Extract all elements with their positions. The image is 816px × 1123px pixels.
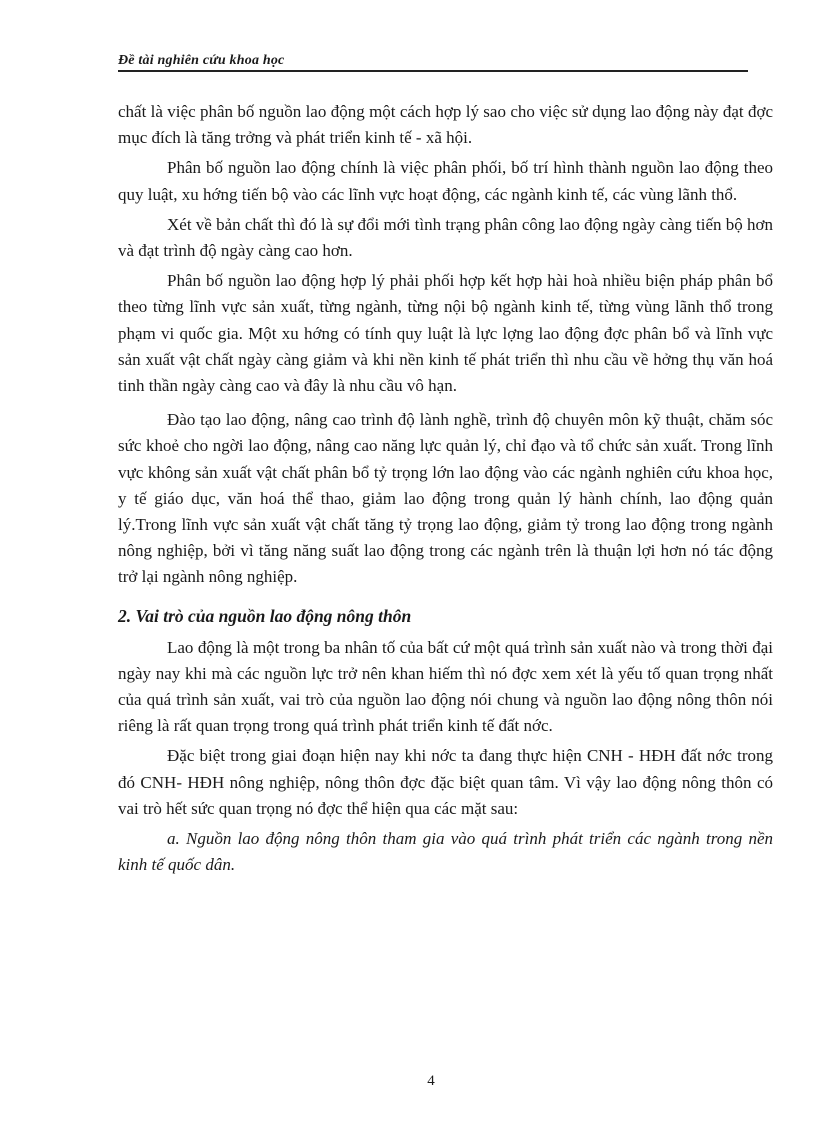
paragraph: Đào tạo lao động, nâng cao trình độ lành nghề, trình độ chuyên môn kỹ thuật, chăm sóc sức khoẻ cho ngời lao động, nâng cao năng lực quản lý, chỉ đạo và tổ chức sản xuất. Trong lĩnh vực không sản xuất vật chất phân bổ tỷ trọng lớn lao động vào các ngành nghiên cứu khoa học, y tế giáo dục, văn hoá thể thao, giảm lao động trong quản lý hành chính, lao động quản lý.Trong lĩnh vực sản xuất vật chất tăng tỷ trọng lao động, giảm tỷ trong lao động trong ngành nông nghiệp, bởi vì tăng năng suất lao động trong các ngành trên là thuận lợi hơn nó tác động trở lại ngành nông nghiệp. [118,410,773,587]
paragraph: Lao động là một trong ba nhân tố của bất cứ một quá trình sản xuất nào và trong thời đại ngày nay khi mà các nguồn lực trở nên khan hiếm thì nó đợc xem xét là yếu tố quan trọng nhất của quá trình sản xuất, vai trò của nguồn lao động nói chung và nguồn lao động nông thôn nói riêng là rất quan trọng trong quá trình phát triển kinh tế đất nớc. [118,637,773,736]
page-body [118,99,773,878]
page-header [118,50,748,72]
page-number: 4 [427,1073,435,1089]
header-title: Đề tài nghiên cứu khoa học [118,53,285,68]
paragraph-continuation: chất là việc phân bố nguồn lao động một cách hợp lý sao cho việc sử dụng lao động này đạt đợc mục đích là tăng trởng và phát triển kinh tế - xã hội. [118,102,773,148]
paragraph: Phân bố nguồn lao động chính là việc phân phối, bố trí hình thành nguồn lao động theo quy luật, xu hớng tiến bộ vào các lĩnh vực hoạt động, các ngành kinh tế, các vùng lãnh thổ. [118,158,773,204]
paragraph: Đặc biệt trong giai đoạn hiện nay khi nớc ta đang thực hiện CNH - HĐH đất nớc trong đó CNH- HĐH nông nghiệp, nông thôn đợc đặc biệt quan tâm. Vì vậy lao động nông thôn có vai trò hết sức quan trọng nó đợc thể hiện qua các mặt sau: [118,746,773,818]
subsection-item: a. Nguồn lao động nông thôn tham gia vào quá trình phát triển các ngành trong nền kinh tế quốc dân. [118,829,773,875]
paragraph: Xét về bản chất thì đó là sự đổi mới tình trạng phân công lao động ngày càng tiến bộ hơn và đạt trình độ ngày càng cao hơn. [118,214,774,261]
paragraph: Phân bố nguồn lao động hợp lý phải phối hợp kết hợp hài hoà nhiều biện pháp phân bổ theo từng lĩnh vực sản xuất, từng ngành, từng nội bộ ngành kinh tế, từng vùng lãnh thổ trong phạm vi quốc gia. Một xu hớng có tính quy luật là lực lợng lao động đợc phân bổ và lĩnh vực sản xuất vật chất ngày càng giảm và khi nền kinh tế phát triển thì nhu cầu về hởng thụ văn hoá tinh thần ngày càng cao và đây là nhu cầu vô hạn. [118,271,773,396]
section-heading: 2. Vai trò của nguồn lao động nông thôn [118,605,412,626]
